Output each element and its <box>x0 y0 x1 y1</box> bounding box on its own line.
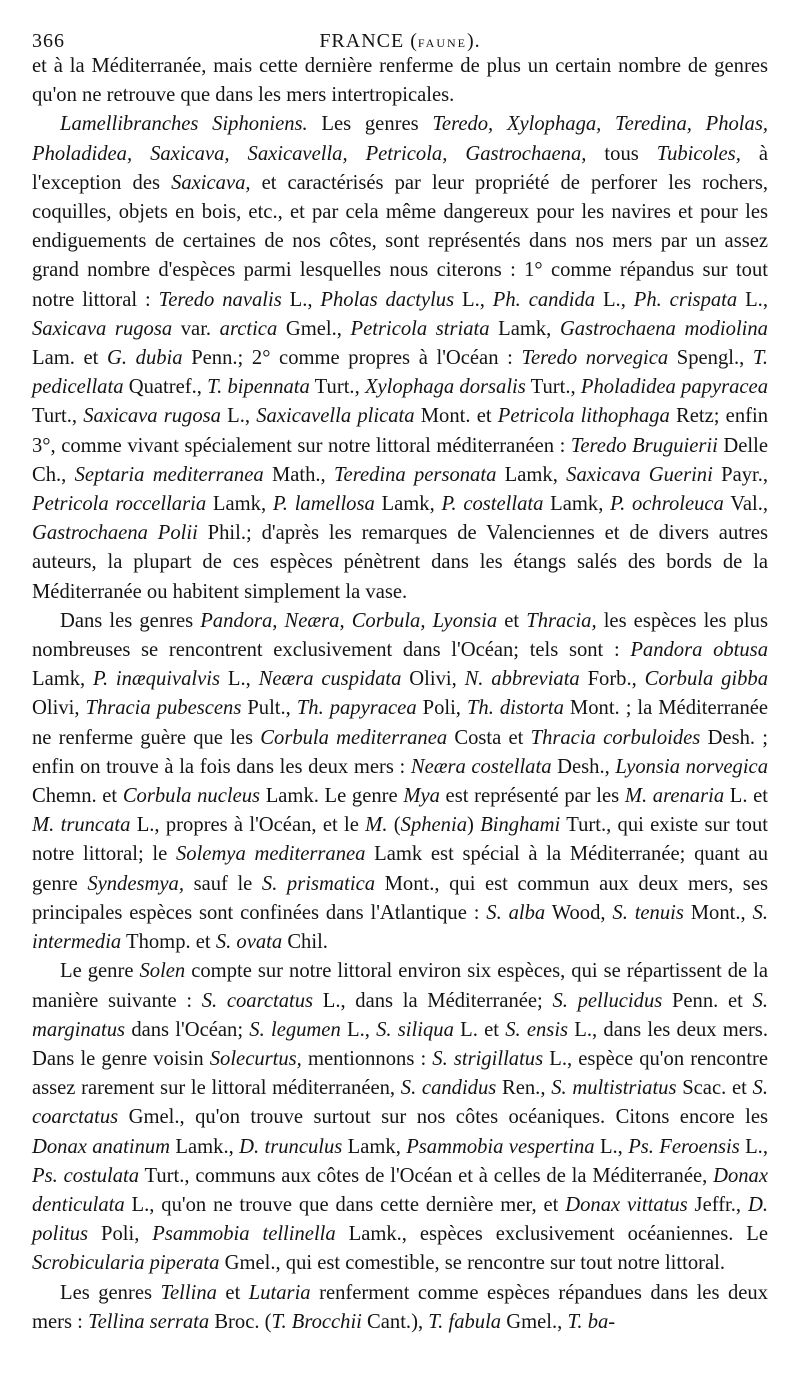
italic-text-run: Thracia pubescens <box>85 697 242 720</box>
italic-text-run: Tellina serrata <box>88 1310 210 1333</box>
text-run: Desh. ; enfin on trouve à la fois dans les deux mers : <box>32 726 768 778</box>
text-run: Gmel., <box>277 317 351 340</box>
italic-text-run: M. <box>365 814 388 837</box>
italic-text-run: T. Brocchii <box>271 1310 362 1333</box>
text-run: est représenté par les <box>439 785 625 808</box>
italic-text-run: S. ovata <box>215 931 283 954</box>
italic-text-run: Ps. costulata <box>32 1164 140 1187</box>
italic-text-run: Pholadidea papyracea <box>580 376 768 399</box>
text-run: Dans les genres <box>60 609 201 632</box>
italic-text-run: S. intermedia <box>32 901 768 954</box>
text-run: Chil. <box>282 931 328 954</box>
text-run: L., <box>281 288 321 311</box>
text-run: Lamk, <box>374 493 442 516</box>
italic-text-run: Petricola lithophaga <box>497 405 670 428</box>
italic-text-run: Septaria mediterranea <box>74 463 264 486</box>
text-run: Cant.), <box>361 1310 429 1333</box>
italic-text-run: Solen <box>139 960 186 983</box>
italic-text-run: M. arenaria <box>624 785 725 808</box>
italic-text-run: Teredina personata <box>334 463 497 486</box>
text-run: Lamk, <box>496 463 567 486</box>
text-run: Jeffr., <box>687 1193 748 1216</box>
italic-text-run: T. fabula <box>428 1310 502 1333</box>
italic-text-run: Solecurtus, <box>209 1047 302 1070</box>
italic-text-run: P. costellata <box>441 493 544 516</box>
italic-text-run: S. strigillatus <box>432 1047 544 1070</box>
italic-text-run: Binghami <box>480 814 561 837</box>
text-run: Payr., <box>712 463 769 486</box>
italic-text-run: Saxicava rugosa <box>83 405 221 428</box>
text-run: Lamk, <box>489 317 560 340</box>
text-run: Phil.; d'après les remarques de Valenciennes et de divers autres auteurs, la plupart de ces espèces pénètrent dans les étangs salés des bords de la Méditerranée ou habitent simplement la vase. <box>32 522 768 603</box>
text-run: Mont. ; la Méditerranée ne renferme guère que les <box>32 697 769 749</box>
text-run: Lamk., espèces exclusivement océaniennes. Le <box>335 1223 769 1246</box>
text-run: L., propres à l'Océan, et le <box>130 814 366 837</box>
text-run: sauf le <box>183 872 262 895</box>
text-run: dans l'Océan; <box>125 1018 250 1041</box>
italic-text-run: Ps. Feroensis <box>628 1135 740 1158</box>
italic-text-run: S. prismatica <box>261 872 376 895</box>
text-run: L., <box>594 1135 629 1158</box>
text-run: L., dans la Méditerranée; <box>313 989 553 1012</box>
italic-text-run: S. pellucidus <box>552 989 663 1012</box>
italic-text-run: P. lamellosa <box>272 493 375 516</box>
italic-text-run: Syndesmya, <box>87 872 184 895</box>
italic-text-run: S. tenuis <box>612 901 684 924</box>
text-run: Poli, <box>416 697 467 720</box>
body-text <box>32 52 768 1337</box>
italic-text-run: Xylophaga dorsalis <box>364 376 526 399</box>
italic-text-run: Corbula nucleus <box>122 785 261 808</box>
text-run: Wood, <box>545 901 613 924</box>
italic-text-run: Teredo, Xylophaga, Teredina, Pholas, Pholadidea, Saxicava, Saxicavella, Petricola, Gastrochaena, <box>32 113 768 165</box>
text-run: Pult., <box>241 697 297 720</box>
italic-text-run: N. abbreviata <box>464 668 580 691</box>
italic-text-run: Tellina <box>160 1281 217 1304</box>
text-run: L. et <box>453 1018 506 1041</box>
text-run: Mont. et <box>414 405 498 428</box>
italic-text-run: T. bipennata <box>207 376 310 399</box>
page-number: 366 <box>32 30 65 52</box>
italic-text-run: P. ochroleuca <box>610 493 724 516</box>
italic-text-run: S. candidus <box>400 1077 497 1100</box>
text-run: les espèces les plus nombreuses se rencontrent exclusivement dans l'Océan; tels sont : <box>32 609 768 662</box>
text-run: Forb., <box>579 668 645 691</box>
text-run: L., <box>220 668 259 691</box>
italic-text-run: Pholas dactylus <box>320 288 455 311</box>
text-run: Spengl., <box>668 347 753 370</box>
italic-text-run: S. alba <box>486 901 546 924</box>
italic-text-run: Saxicavella plicata <box>256 405 415 428</box>
italic-text-run: D. politus <box>32 1193 768 1246</box>
italic-text-run: Teredo navalis <box>158 288 282 311</box>
italic-text-run: Saxicava rugosa <box>32 317 173 340</box>
italic-text-run: S. coarctatus <box>32 1077 768 1129</box>
text-run: Olivi, <box>401 668 465 691</box>
text-run: Scac. et <box>676 1077 753 1100</box>
italic-text-run: Psammobia vespertina <box>406 1135 595 1158</box>
text-run: renferment comme espèces répandues dans les deux mers : <box>32 1281 768 1333</box>
italic-text-run: arctica <box>219 317 278 340</box>
text-run: Broc. ( <box>209 1310 272 1333</box>
text-run: Turt., communs aux côtes de l'Océan et à celles de la Méditerranée, <box>139 1164 714 1187</box>
text-run: Olivi, <box>32 697 86 720</box>
text-run: L., qu'on ne trouve que dans cette dernière mer, et <box>124 1193 566 1216</box>
italic-text-run: Thracia, <box>526 609 597 632</box>
paragraph <box>32 52 768 110</box>
text-run: Turt., <box>32 405 84 428</box>
italic-text-run: Neæra costellata <box>410 755 552 778</box>
italic-text-run: Psammobia tellinella <box>152 1223 336 1246</box>
text-run: L., <box>220 405 257 428</box>
italic-text-run: Sphenia <box>400 814 468 837</box>
text-run: à l'exception des <box>32 142 768 194</box>
running-head <box>32 30 768 53</box>
italic-text-run: S. ensis <box>505 1018 569 1041</box>
text-run: et à la Méditerranée, mais cette dernière renferme de plus un certain nombre de genres qu'on ne retrouve que dans les mers intertropicales. <box>32 55 768 107</box>
italic-text-run: T. pedicellata <box>32 347 768 399</box>
text-run: L., <box>737 288 768 311</box>
text-run: Turt., qui existe sur tout notre littoral; le <box>32 814 768 866</box>
text-run: L. et <box>724 785 769 808</box>
italic-text-run: Petricola striata <box>350 317 490 340</box>
italic-text-run: Saxicava Guerini <box>566 463 713 486</box>
text-run: Le genre <box>60 960 140 983</box>
italic-text-run: Corbula mediterranea <box>260 726 448 749</box>
text-run: Les genres <box>60 1281 161 1304</box>
italic-text-run: T. ba- <box>567 1310 616 1333</box>
text-run: Lamk est spécial à la Méditerranée; quant au genre <box>32 843 768 895</box>
italic-text-run: Gastrochaena Polii <box>32 522 198 545</box>
text-run: Gmel., <box>501 1310 568 1333</box>
italic-text-run: Lamellibranches Siphoniens. <box>60 113 308 136</box>
italic-text-run: Tubicoles, <box>656 142 741 165</box>
text-run: tous <box>586 142 657 165</box>
italic-text-run: Gastrochaena modiolina <box>559 317 768 340</box>
text-run: Retz; enfin 3°, comme vivant spécialement sur notre littoral méditerranéen : <box>32 405 768 457</box>
running-head-main: FRANCE ( <box>319 30 418 52</box>
text-run: Lamk, <box>32 668 94 691</box>
italic-text-run: Teredo norvegica <box>521 347 669 370</box>
italic-text-run: G. dubia <box>107 347 183 370</box>
text-run: Penn.; 2° comme propres à l'Océan : <box>182 347 522 370</box>
text-run: L., dans les deux mers. Dans le genre voisin <box>32 1018 768 1070</box>
text-run: L., <box>739 1135 768 1158</box>
italic-text-run: S. legumen <box>249 1018 341 1041</box>
text-run: Lamk. Le genre <box>260 785 404 808</box>
text-run: Thomp. et <box>121 931 216 954</box>
italic-text-run: Mya <box>403 785 440 808</box>
text-run: Quatref., <box>123 376 208 399</box>
text-run: et <box>216 1281 249 1304</box>
italic-text-run: M. truncata <box>32 814 131 837</box>
italic-text-run: Donax vittatus <box>565 1193 688 1216</box>
text-run: Turt., <box>525 376 581 399</box>
running-head-small: FAUNE <box>417 36 468 50</box>
text-run: et caractérisés par leur propriété de perforer les rochers, coquilles, objets en bois, etc., et par cela même dangereux pour les navires et pour les endiguements de certaines de nos côtes, sont représentés dans nos mers par un assez grand nombre d'espèces parmi lesquelles nous citerons : 1° comme répandus sur tout notre littoral : <box>32 171 768 311</box>
italic-text-run: Corbula gibba <box>644 668 769 691</box>
page-header <box>32 22 768 52</box>
running-head-close: ). <box>467 30 481 52</box>
italic-text-run: Solemya mediterranea <box>175 843 366 866</box>
italic-text-run: Petricola roccellaria <box>32 493 207 516</box>
text-run: Lamk, <box>543 493 611 516</box>
italic-text-run: Pandora, Neæra, Corbula, Lyonsia <box>200 609 498 632</box>
text-run: Turt., <box>309 376 365 399</box>
text-run: mentionnons : <box>301 1047 433 1070</box>
text-run: Mont., qui est commun aux deux mers, ses principales espèces sont confinées dans l'Atlantique : <box>32 872 768 924</box>
text-run: Lamk, <box>342 1135 407 1158</box>
text-run: Delle Ch., <box>32 434 768 486</box>
text-run: Chemn. et <box>32 785 123 808</box>
text-run: ( <box>387 814 401 837</box>
italic-text-run: S. multistriatus <box>551 1077 677 1100</box>
text-run: L., <box>340 1018 377 1041</box>
italic-text-run: Neæra cuspidata <box>258 668 402 691</box>
text-run: L., espèce qu'on rencontre assez rarement sur le littoral méditerranéen, <box>32 1047 768 1100</box>
text-run: Costa et <box>447 726 531 749</box>
text-run: et <box>497 609 527 632</box>
italic-text-run: Ph. crispata <box>633 288 738 311</box>
text-run: Lamk., <box>170 1135 240 1158</box>
text-run: var. <box>172 317 220 340</box>
italic-text-run: P. inæquivalvis <box>93 668 221 691</box>
italic-text-run: S. marginatus <box>32 989 768 1041</box>
italic-text-run: Donax anatinum <box>32 1135 171 1158</box>
italic-text-run: Pandora obtusa <box>630 639 768 662</box>
text-run: Mont., <box>683 901 753 924</box>
italic-text-run: Th. papyracea <box>296 697 417 720</box>
paragraph <box>32 110 768 606</box>
text-run: Lam. et <box>32 347 108 370</box>
italic-text-run: Thracia corbuloides <box>530 726 701 749</box>
italic-text-run: Scrobicularia piperata <box>32 1252 220 1275</box>
text-run: Poli, <box>88 1223 153 1246</box>
italic-text-run: Teredo Bruguierii <box>570 434 718 457</box>
italic-text-run: Lyonsia norvegica <box>615 755 768 778</box>
text-run: ) <box>467 814 481 837</box>
text-run: Desh., <box>551 755 616 778</box>
text-run: L., <box>454 288 493 311</box>
italic-text-run: D. trunculus <box>239 1135 343 1158</box>
italic-text-run: S. siliqua <box>376 1018 454 1041</box>
text-run: Math., <box>263 463 334 486</box>
text-run: Val., <box>723 493 768 516</box>
text-run: compte sur notre littoral environ six espèces, qui se répartissent de la manière suivante : <box>32 960 768 1012</box>
text-run: Lamk, <box>206 493 273 516</box>
italic-text-run: Lutaria <box>248 1281 311 1304</box>
paragraph <box>32 607 768 957</box>
italic-text-run: Saxicava, <box>171 171 251 194</box>
text-run: L., <box>595 288 634 311</box>
italic-text-run: Th. distorta <box>466 697 564 720</box>
text-run: Les genres <box>307 113 433 136</box>
text-run: Gmel., qu'on trouve surtout sur nos côtes océaniques. Citons encore les <box>118 1106 768 1129</box>
italic-text-run: Donax denticulata <box>32 1164 768 1216</box>
text-run: Penn. et <box>662 989 753 1012</box>
italic-text-run: S. coarctatus <box>201 989 314 1012</box>
paragraph <box>32 1279 768 1337</box>
text-run: Ren., <box>496 1077 552 1100</box>
text-run: Gmel., qui est comestible, se rencontre sur tout notre littoral. <box>219 1252 725 1275</box>
paragraph <box>32 957 768 1278</box>
italic-text-run: Ph. candida <box>492 288 596 311</box>
